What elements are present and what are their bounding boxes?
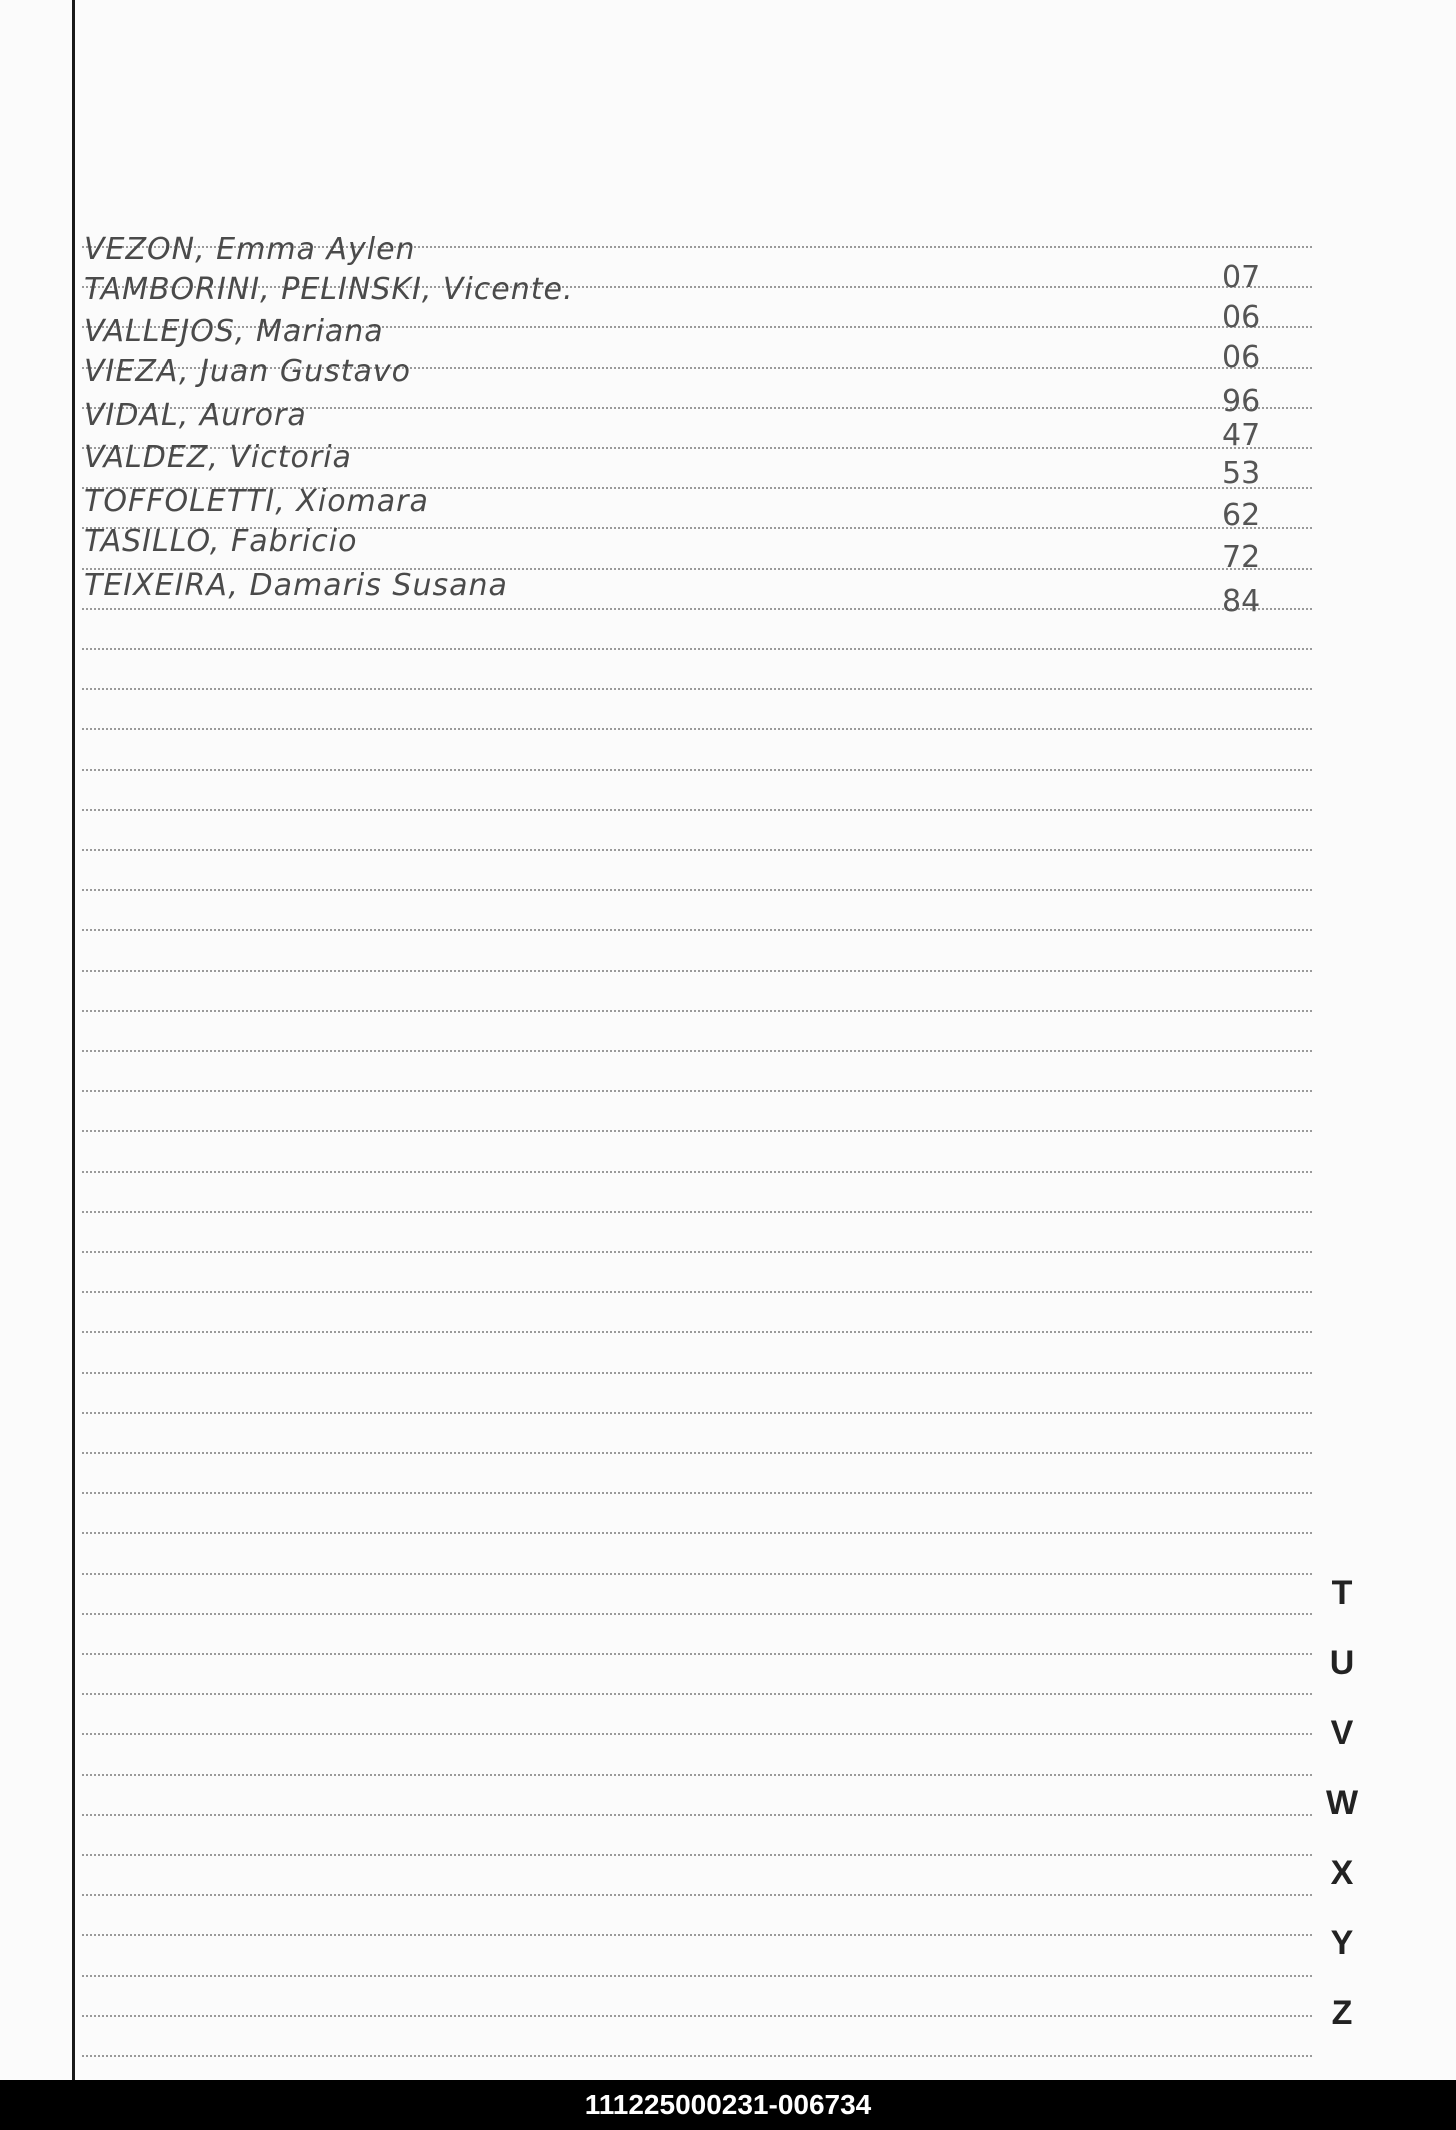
ruled-line xyxy=(82,1050,1312,1052)
ruled-line xyxy=(82,1412,1312,1414)
ruled-line xyxy=(82,1171,1312,1173)
margin-line xyxy=(72,0,75,2080)
index-tab-z[interactable]: Z xyxy=(1331,1994,1353,2032)
ruled-line xyxy=(82,1733,1312,1735)
ruled-line xyxy=(82,1291,1312,1293)
ruled-lines xyxy=(82,0,1312,2080)
ruled-line xyxy=(82,1573,1312,1575)
ruled-line xyxy=(82,648,1312,650)
entry-page-number: 47 xyxy=(1222,418,1261,453)
ruled-line xyxy=(82,849,1312,851)
ruled-line xyxy=(82,1010,1312,1012)
entry-name: VALDEZ, Victoria xyxy=(84,440,352,475)
ruled-line xyxy=(82,1814,1312,1816)
index-tab-x[interactable]: X xyxy=(1330,1854,1354,1892)
entry-page-number: 06 xyxy=(1222,300,1261,335)
ruled-line xyxy=(82,2015,1312,2017)
ruled-line xyxy=(82,1934,1312,1936)
entry-name: TOFFOLETTI, Xiomara xyxy=(84,484,429,519)
entry-name: VIDAL, Aurora xyxy=(84,398,307,433)
document-id: 111225000231-006734 xyxy=(584,2089,872,2120)
ruled-line xyxy=(82,769,1312,771)
ruled-line xyxy=(82,688,1312,690)
ruled-line xyxy=(82,809,1312,811)
ruled-line xyxy=(82,2055,1312,2057)
ruled-line xyxy=(82,1130,1312,1132)
entry-name: VALLEJOS, Mariana xyxy=(84,314,384,349)
index-tab-v[interactable]: V xyxy=(1330,1714,1354,1752)
ruled-line xyxy=(82,1492,1312,1494)
ruled-line xyxy=(82,1613,1312,1615)
ruled-line xyxy=(82,1854,1312,1856)
ruled-line xyxy=(82,1251,1312,1253)
ruled-line xyxy=(82,1975,1312,1977)
ruled-line xyxy=(82,1774,1312,1776)
index-tab-u[interactable]: U xyxy=(1329,1644,1355,1682)
ruled-line xyxy=(82,1653,1312,1655)
entry-name: TEIXEIRA, Damaris Susana xyxy=(84,568,508,603)
footer-bar xyxy=(0,2080,1456,2130)
ruled-line xyxy=(82,1532,1312,1534)
ruled-line xyxy=(82,1331,1312,1333)
entry-page-number: 06 xyxy=(1222,340,1261,375)
ruled-line xyxy=(82,1452,1312,1454)
ruled-line xyxy=(82,608,1312,610)
entry-page-number: 72 xyxy=(1222,540,1261,575)
index-tab-y[interactable]: Y xyxy=(1330,1924,1354,1962)
ruled-line xyxy=(82,1372,1312,1374)
entry-page-number: 07 xyxy=(1222,260,1261,295)
index-tab-w[interactable]: W xyxy=(1325,1784,1359,1822)
ruled-line xyxy=(82,929,1312,931)
entry-page-number: 53 xyxy=(1222,456,1261,491)
entry-page-number: 62 xyxy=(1222,498,1261,533)
entry-page-number: 96 xyxy=(1222,384,1261,419)
entry-name: TASILLO, Fabricio xyxy=(84,524,358,559)
entry-name: VEZON, Emma Aylen xyxy=(84,232,416,267)
ruled-line xyxy=(82,1894,1312,1896)
entry-name: VIEZA, Juan Gustavo xyxy=(84,354,411,389)
ruled-line xyxy=(82,889,1312,891)
entry-page-number: 84 xyxy=(1222,584,1261,619)
index-tab-t[interactable]: T xyxy=(1331,1574,1353,1612)
ruled-line xyxy=(82,1211,1312,1213)
ruled-line xyxy=(82,1693,1312,1695)
ruled-line xyxy=(82,970,1312,972)
entry-name: TAMBORINI, PELINSKI, Vicente. xyxy=(84,272,574,307)
ruled-line xyxy=(82,728,1312,730)
ruled-line xyxy=(82,1090,1312,1092)
